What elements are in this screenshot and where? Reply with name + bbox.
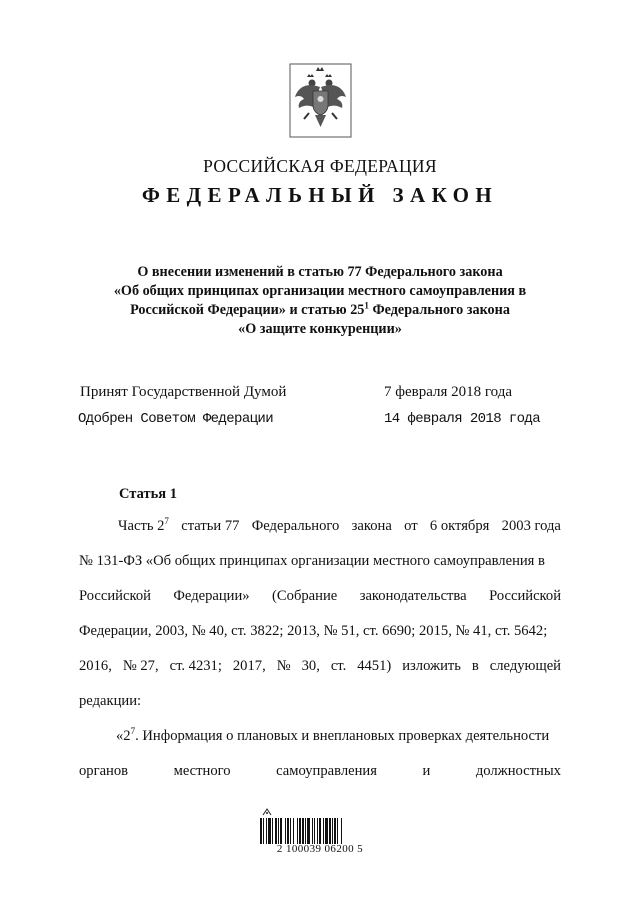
article-text-line: «$2^7$. Информация о плановых и внеплановых проверках деятельности xyxy=(116,726,550,744)
law-title-line: «О защите конкуренции» xyxy=(238,321,402,337)
article-text-line: органов местного самоуправления и должностных xyxy=(79,763,561,779)
law-title-line: Российской Федерации» и статью $25^1$ Федерального закона xyxy=(130,300,510,318)
article-heading: Статья 1 xyxy=(119,486,177,502)
article-text-line: Часть $2^7$ статьи 77 Федерального закона от 6 октября 2003 года xyxy=(118,516,561,534)
article-text-line: Российской Федерации» (Собрание законодательства Российской xyxy=(79,588,561,604)
article-text-line: редакции: xyxy=(79,693,142,709)
article-text-line: № 131-ФЗ «Об общих принципах организации местного самоуправления в xyxy=(79,553,545,569)
barcode-icon xyxy=(260,818,378,844)
barcode-number: 2 100039 06200 5 xyxy=(276,843,364,855)
document-type-title: ФЕДЕРАЛЬНЫЙ ЗАКОН xyxy=(141,183,499,207)
adopted-by-duma-label: Принят Государственной Думой xyxy=(80,384,287,400)
barcode-mark-icon xyxy=(262,808,272,816)
approved-date: 14 февраля 2018 года xyxy=(384,411,541,427)
coat-of-arms-emblem-icon xyxy=(289,63,352,138)
law-title xyxy=(80,263,560,339)
law-title-line: «Об общих принципах организации местного самоуправления в xyxy=(113,283,527,299)
article-text-line: 2016, № 27, ст. 4231; 2017, № 30, ст. 4451) изложить в следующей xyxy=(79,658,561,674)
country-name: РОССИЙСКАЯ ФЕДЕРАЦИЯ xyxy=(203,156,437,176)
adopted-date: 7 февраля 2018 года xyxy=(384,384,513,400)
law-title-line: О внесении изменений в статью 77 Федерального закона xyxy=(137,264,503,280)
approved-by-council-label: Одобрен Советом Федерации xyxy=(78,411,274,427)
article-text-line: Федерации, 2003, № 40, ст. 3822; 2013, № 51, ст. 6690; 2015, № 41, ст. 5642; xyxy=(79,623,548,639)
